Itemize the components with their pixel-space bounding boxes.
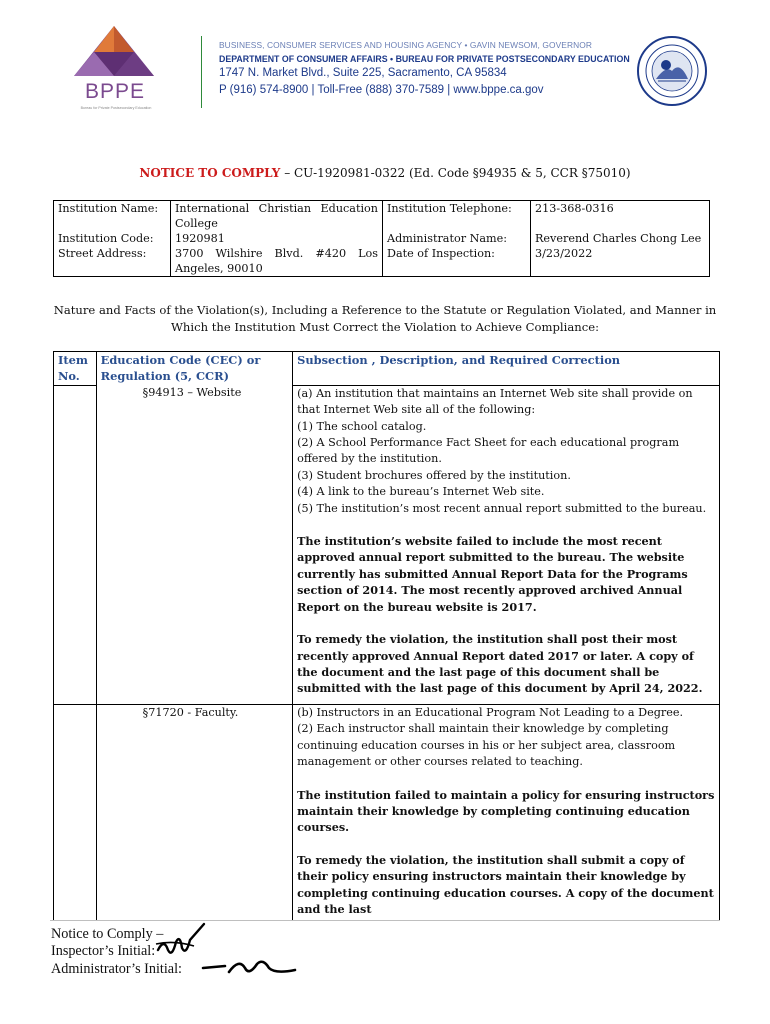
- requirement-line: (3) Student brochures offered by the institution.: [297, 468, 571, 482]
- administrator-signature-icon: [199, 954, 299, 980]
- remedy-text: To remedy the violation, the institution shall post their most recently approved Annual Report dated 2017 or later. A copy of the document and the last page of this document shall be submitted with the last page of this document by April 24, 2022.: [297, 632, 703, 696]
- notice-title-label: NOTICE TO COMPLY: [139, 166, 281, 180]
- subsection-cell: [293, 385, 720, 704]
- footer-divider: [50, 920, 720, 921]
- department-line: DEPARTMENT OF CONSUMER AFFAIRS • BUREAU FOR PRIVATE POSTSECONDARY EDUCATION: [219, 54, 630, 64]
- administrator-name-label: Administrator Name:: [383, 231, 531, 246]
- nature-of-violation-heading: [50, 302, 720, 336]
- institution-name-value: International Christian Education College: [171, 201, 383, 232]
- notice-reference: – CU-1920981-0322 (Ed. Code §94935 & 5, CCR §75010): [280, 166, 631, 180]
- requirement-line: (a) An institution that maintains an Internet Web site shall provide on that Internet Web site all of the following:: [297, 386, 693, 417]
- logo-text: BPPE: [84, 80, 146, 103]
- requirement-line: (4) A link to the bureau’s Internet Web site.: [297, 485, 545, 499]
- requirement-line: (5) The institution’s most recent annual report submitted to the bureau.: [297, 501, 707, 515]
- education-code-cell: §94913 – Website: [96, 385, 292, 704]
- nature-line-1: Nature and Facts of the Violation(s), Including a Reference to the Statute or Regulation Violated, and Manner in: [53, 303, 717, 317]
- table-row: [54, 385, 720, 704]
- finding-text: The institution failed to maintain a policy for ensuring instructors maintain their knowledge by completing continuing education courses.: [297, 787, 715, 835]
- table-row: [54, 704, 720, 921]
- state-seal-icon: [636, 35, 708, 107]
- col-header-education-code: Education Code (CEC) or Regulation (5, CCR): [96, 352, 292, 386]
- date-of-inspection-value: 3/23/2022: [531, 246, 710, 277]
- institution-code-value: 1920981: [171, 231, 383, 246]
- inspector-initial-label: Inspector’s Initial:: [51, 943, 156, 959]
- institution-info-table: [53, 200, 710, 277]
- finding-text: The institution’s website failed to include the most recent approved annual report submitted to the bureau. The website currently has submitted Annual Report Data for the Programs section of 2014. The most recently approved archived Annual Report on the bureau website is 2017.: [297, 534, 688, 614]
- violations-table: [53, 351, 720, 921]
- date-of-inspection-label: Date of Inspection:: [383, 246, 531, 277]
- footer-notice-label: Notice to Comply –: [51, 926, 164, 942]
- street-address-label: Street Address:: [54, 246, 171, 277]
- logo-subtitle: Bureau for Private Postsecondary Education: [80, 106, 152, 110]
- requirement-line: (2) Each instructor shall maintain their knowledge by completing continuing education courses in his or her subject area, classroom management or other courses related to teaching.: [297, 722, 676, 769]
- requirement-line: (1) The school catalog.: [297, 419, 427, 433]
- nature-line-2: Which the Institution Must Correct the Violation to Achieve Compliance:: [171, 320, 599, 334]
- phone-line: P (916) 574-8900 | Toll-Free (888) 370-7589 | www.bppe.ca.gov: [219, 84, 544, 96]
- administrator-initial-label: Administrator’s Initial:: [51, 961, 182, 977]
- col-header-subsection: Subsection , Description, and Required Correction: [293, 352, 720, 386]
- institution-telephone-label: Institution Telephone:: [383, 201, 531, 232]
- logo-triangle-icon: [66, 26, 162, 82]
- administrator-name-value: Reverend Charles Chong Lee: [531, 231, 710, 246]
- notice-title: [0, 166, 770, 180]
- remedy-text: To remedy the violation, the institution shall submit a copy of their policy ensuring instructors maintain their knowledge by completing continuing education courses. A copy of the document and the last: [297, 852, 714, 917]
- institution-code-label: Institution Code:: [54, 231, 171, 246]
- institution-telephone-value: 213-368-0316: [531, 201, 710, 232]
- col-header-item-no: Item No.: [54, 352, 97, 386]
- institution-name-label: Institution Name:: [54, 201, 171, 232]
- item-no-cell: [54, 704, 97, 921]
- address-line: 1747 N. Market Blvd., Suite 225, Sacramento, CA 95834: [219, 67, 507, 79]
- bppe-logo: [66, 26, 162, 116]
- education-code-cell: §71720 - Faculty.: [96, 704, 292, 921]
- item-no-cell: [54, 385, 97, 704]
- street-address-value: 3700 Wilshire Blvd. #420 Los Angeles, 90010: [171, 246, 383, 277]
- agency-line: BUSINESS, CONSUMER SERVICES AND HOUSING AGENCY • GAVIN NEWSOM, GOVERNOR: [219, 40, 593, 50]
- header-divider: [201, 36, 202, 108]
- subsection-cell: [293, 704, 720, 921]
- requirement-line: (2) A School Performance Fact Sheet for each educational program offered by the institution.: [297, 436, 680, 466]
- requirement-line: (b) Instructors in an Educational Program Not Leading to a Degree.: [297, 705, 683, 719]
